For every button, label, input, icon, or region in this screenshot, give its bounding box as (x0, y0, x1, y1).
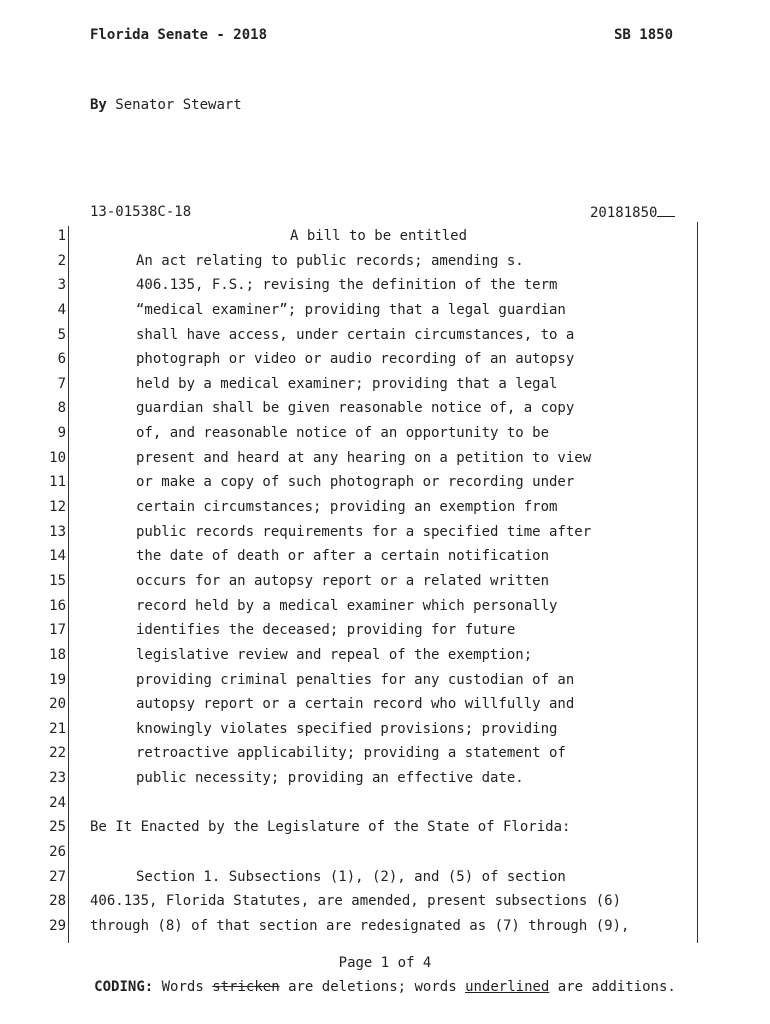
line-text: public records requirements for a specified time after (136, 523, 592, 540)
bill-line (0, 423, 770, 448)
line-number: 13 (49, 523, 66, 540)
line-text: 406.135, F.S.; revising the definition of the term (136, 277, 558, 294)
bill-line (0, 768, 770, 793)
bill-line (0, 546, 770, 571)
line-number: 25 (49, 819, 66, 836)
line-number: 1 (57, 228, 66, 244)
line-number: 29 (49, 917, 66, 934)
bill-line (0, 325, 770, 350)
line-number: 2 (57, 252, 66, 269)
line-number: 18 (49, 646, 66, 663)
line-text: legislative review and repeal of the exemption; (136, 646, 533, 663)
bill-line (0, 743, 770, 768)
bill-line (0, 867, 770, 892)
coding-stricken-example: stricken (212, 979, 280, 995)
bill-line (0, 226, 770, 251)
line-number: 3 (57, 277, 66, 294)
bill-line (0, 694, 770, 719)
line-text: record held by a medical examiner which personally (136, 597, 558, 614)
line-number: 20 (49, 696, 66, 713)
bill-line (0, 891, 770, 916)
line-text: providing criminal penalties for any custodian of an (136, 671, 575, 688)
line-number: 12 (49, 499, 66, 516)
bill-line (0, 472, 770, 497)
bill-line (0, 522, 770, 547)
bill-line (0, 596, 770, 621)
sponsor-by-label: By (90, 97, 107, 113)
line-text: or make a copy of such photograph or recording under (136, 474, 575, 491)
line-text: identifies the deceased; providing for future (136, 622, 516, 639)
chamber-year-header: Florida Senate - 2018 (90, 27, 268, 43)
bill-code-underscore (657, 204, 675, 217)
line-number: 19 (49, 671, 66, 688)
bill-number: SB 1850 (614, 27, 674, 43)
line-text: retroactive applicability; providing a statement of (136, 745, 566, 762)
line-text: An act relating to public records; amending s. (136, 252, 524, 269)
bill-line (0, 571, 770, 596)
coding-text-2: are deletions; words (279, 979, 466, 995)
bill-line (0, 497, 770, 522)
sponsor-line (90, 97, 242, 113)
line-text: “medical examiner”; providing that a legal guardian (136, 301, 566, 318)
bill-line (0, 620, 770, 645)
line-number: 7 (57, 375, 66, 392)
line-number: 24 (49, 794, 66, 811)
bill-line (0, 251, 770, 276)
line-text: 406.135, Florida Statutes, are amended, present subsections (6) (90, 893, 622, 910)
line-text: held by a medical examiner; providing that a legal (136, 375, 558, 392)
bill-line (0, 398, 770, 423)
line-text: knowingly violates specified provisions; providing (136, 720, 558, 737)
line-number: 5 (57, 326, 66, 343)
line-number: 11 (49, 474, 66, 491)
line-number: 17 (49, 622, 66, 639)
line-number: 8 (57, 400, 66, 417)
line-number: 16 (49, 597, 66, 614)
page-indicator: Page 1 of 4 (338, 955, 432, 971)
draft-code: 13-01538C-18 (90, 204, 192, 220)
bill-line (0, 842, 770, 867)
line-number: 6 (57, 351, 66, 368)
bill-line (0, 719, 770, 744)
line-text: autopsy report or a certain record who willfully and (136, 696, 575, 713)
line-number: 28 (49, 893, 66, 910)
bill-line (0, 645, 770, 670)
line-text: present and heard at any hearing on a petition to view (136, 449, 592, 466)
line-text: certain circumstances; providing an exemption from (136, 499, 558, 516)
sponsor-name: Senator Stewart (115, 97, 242, 113)
line-number: 21 (49, 720, 66, 737)
coding-legend (0, 979, 770, 995)
line-text: A bill to be entitled (290, 228, 468, 244)
bill-line (0, 349, 770, 374)
bill-line (0, 793, 770, 818)
line-text: Section 1. Subsections (1), (2), and (5) of section (136, 868, 566, 885)
coding-text-1: Words (153, 979, 213, 995)
line-number: 15 (49, 572, 66, 589)
coding-underlined-example: underlined (465, 979, 550, 995)
line-text: guardian shall be given reasonable notice of, a copy (136, 400, 575, 417)
line-text: the date of death or after a certain notification (136, 548, 550, 565)
line-text: through (8) of that section are redesignated as (7) through (9), (90, 917, 630, 934)
bill-text-body (0, 226, 770, 941)
line-text: of, and reasonable notice of an opportunity to be (136, 425, 550, 442)
line-number: 10 (49, 449, 66, 466)
line-text: occurs for an autopsy report or a related written (136, 572, 550, 589)
line-number: 26 (49, 844, 66, 861)
line-number: 22 (49, 745, 66, 762)
bill-line (0, 275, 770, 300)
bill-line (0, 448, 770, 473)
bill-code (590, 204, 675, 221)
coding-label: CODING: (94, 979, 154, 995)
line-text: Be It Enacted by the Legislature of the State of Florida: (90, 819, 571, 836)
line-text: shall have access, under certain circumstances, to a (136, 326, 575, 343)
line-text: photograph or video or audio recording of an autopsy (136, 351, 575, 368)
line-number: 9 (57, 425, 66, 442)
line-number: 27 (49, 868, 66, 885)
bill-line (0, 374, 770, 399)
coding-text-3: are additions. (549, 979, 676, 995)
line-text: public necessity; providing an effective date. (136, 770, 524, 787)
bill-line (0, 670, 770, 695)
bill-code-text: 20181850 (590, 205, 658, 221)
line-number: 14 (49, 548, 66, 565)
bill-line (0, 300, 770, 325)
line-number: 4 (57, 301, 66, 318)
bill-line (0, 817, 770, 842)
line-number: 23 (49, 770, 66, 787)
bill-line (0, 916, 770, 941)
